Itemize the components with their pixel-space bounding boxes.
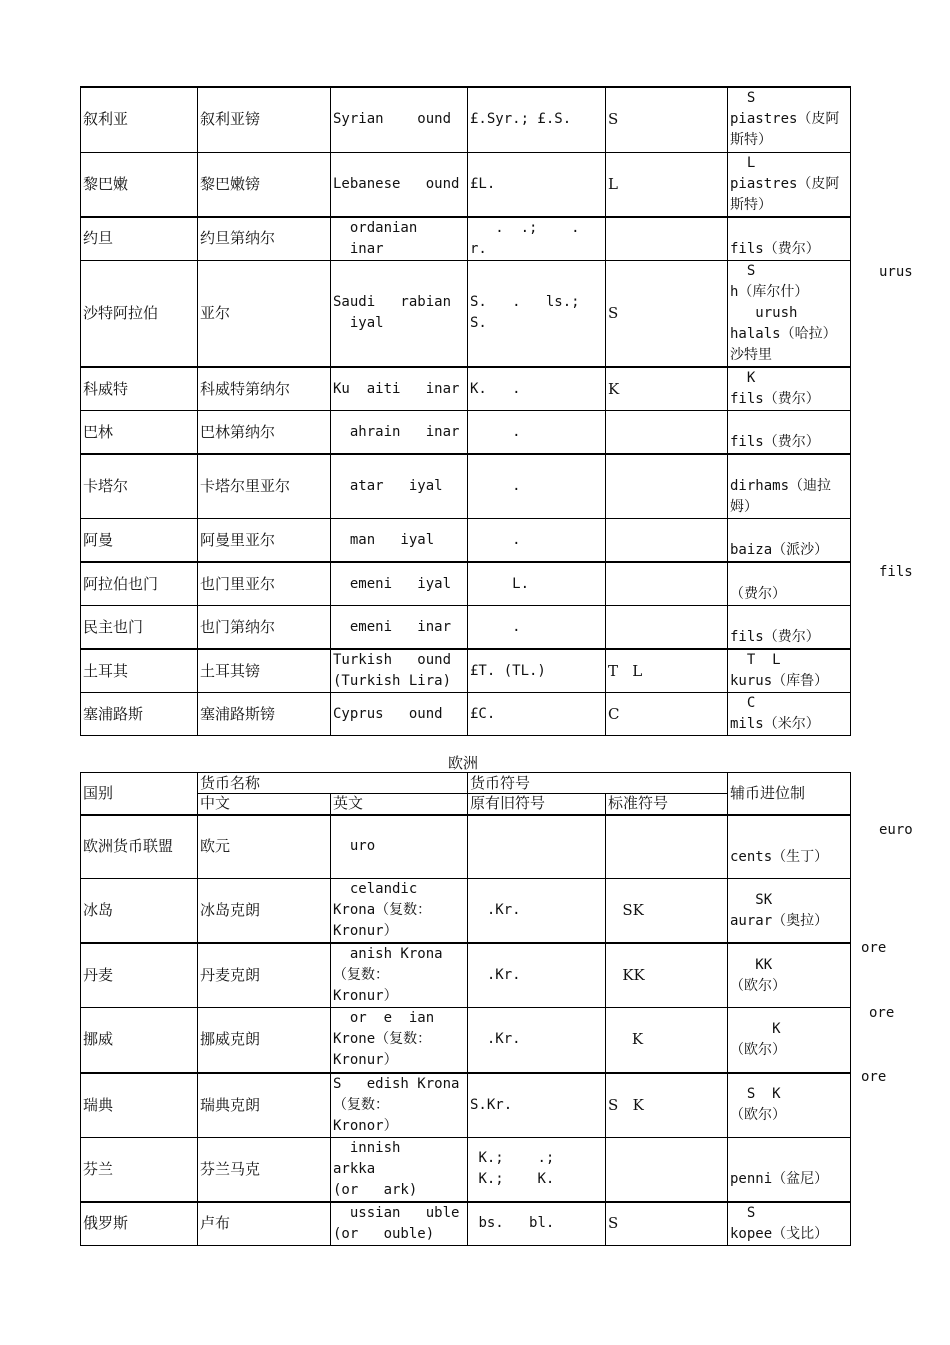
cell-old-symbol: £L. [468,152,606,217]
cell-std-symbol: SK [606,879,728,944]
cell-std-symbol: K [606,367,728,411]
cell-country: 沙特阿拉伯 [81,260,198,367]
cell-name-en: man iyal [331,519,468,563]
cell-name-cn: 土耳其镑 [198,649,331,693]
cell-country: 欧洲货币联盟 [81,815,198,879]
cell-name-cn: 科威特第纳尔 [198,367,331,411]
cell-name-cn: 丹麦克朗 [198,943,331,1008]
cell-old-symbol: . [468,519,606,563]
table-row [81,1008,851,1073]
cell-name-en: S edish Krona （复数： Kronor） [331,1073,468,1138]
cell-name-cn: 瑞典克朗 [198,1073,331,1138]
europe-caption: 欧洲 [448,754,479,772]
cell-std-symbol: S [606,1202,728,1246]
cell-country: 俄罗斯 [81,1202,198,1246]
cell-subunit: K （欧尔） [728,1008,851,1073]
cell-country: 冰岛 [81,879,198,944]
cell-old-symbol: . [468,411,606,455]
table-row [81,649,851,693]
table-row [81,815,851,879]
cell-subunit: dirhams（迪拉姆） [728,454,851,519]
cell-subunit: S kopee（戈比） [728,1202,851,1246]
cell-std-symbol [606,454,728,519]
cell-old-symbol: S. . ls.; S. [468,260,606,367]
table-row [81,87,851,152]
cell-country: 科威特 [81,367,198,411]
cell-name-en: Turkish ound (Turkish Lira) [331,649,468,693]
cell-old-symbol: .Kr. [468,879,606,944]
cell-std-symbol: K [606,1008,728,1073]
cell-subunit: S K （欧尔） [728,1073,851,1138]
cell-old-symbol: £C. [468,693,606,736]
cell-country: 芬兰 [81,1137,198,1202]
cell-name-cn: 约旦第纳尔 [198,217,331,261]
table-row [81,260,851,367]
cell-name-cn: 黎巴嫩镑 [198,152,331,217]
header-english: 英文 [331,794,468,815]
cell-name-cn: 塞浦路斯镑 [198,693,331,736]
table-row [81,606,851,650]
cell-name-cn: 卡塔尔里亚尔 [198,454,331,519]
cell-country: 瑞典 [81,1073,198,1138]
cell-std-symbol [606,519,728,563]
cell-name-en: Saudi rabian iyal [331,260,468,367]
cell-std-symbol: T L [606,649,728,693]
cell-country: 土耳其 [81,649,198,693]
cell-old-symbol: . .; . r. [468,217,606,261]
cell-std-symbol: S [606,87,728,152]
cell-std-symbol: S K [606,1073,728,1138]
table-row [81,152,851,217]
cell-name-cn: 也门里亚尔 [198,562,331,606]
cell-subunit: （费尔） [728,562,851,606]
cell-old-symbol: L. [468,562,606,606]
table-row [81,562,851,606]
cell-subunit: K fils（费尔） [728,367,851,411]
cell-std-symbol: L [606,152,728,217]
cell-name-en: ahrain inar [331,411,468,455]
cell-subunit: SK aurar（奥拉） [728,879,851,944]
side-note-euro: euro [879,822,913,838]
header-subunit: 辅币进位制 [728,773,851,815]
cell-name-en: celandic Krona（复数： Kronur） [331,879,468,944]
cell-subunit: fils（费尔） [728,606,851,650]
table-row [81,1073,851,1138]
cell-country: 约旦 [81,217,198,261]
cell-country: 黎巴嫩 [81,152,198,217]
cell-name-en: atar iyal [331,454,468,519]
cell-old-symbol: bs. bl. [468,1202,606,1246]
cell-subunit: L piastres（皮阿斯特） [728,152,851,217]
header-currency-symbol: 货币符号 [468,773,728,794]
cell-country: 阿曼 [81,519,198,563]
cell-name-cn: 叙利亚镑 [198,87,331,152]
table-row [81,519,851,563]
cell-name-cn: 挪威克朗 [198,1008,331,1073]
header-country: 国别 [81,773,198,815]
side-note-yemen: fils [879,564,913,580]
cell-old-symbol: .Kr. [468,1008,606,1073]
side-note-denmark: ore [861,940,887,956]
cell-name-cn: 欧元 [198,815,331,879]
cell-subunit: penni（盆尼） [728,1137,851,1202]
cell-country: 塞浦路斯 [81,693,198,736]
cell-name-cn: 阿曼里亚尔 [198,519,331,563]
table-row [81,1202,851,1246]
middle-east-currency-table [80,86,851,736]
cell-country: 民主也门 [81,606,198,650]
table-row [81,217,851,261]
table-row [81,454,851,519]
cell-std-symbol [606,217,728,261]
cell-old-symbol: S.Kr. [468,1073,606,1138]
table-row [81,411,851,455]
europe-currency-table [80,772,851,1246]
cell-subunit: fils（费尔） [728,217,851,261]
cell-name-cn: 亚尔 [198,260,331,367]
table-row [81,879,851,944]
cell-name-en: innish arkka (or ark) [331,1137,468,1202]
cell-country: 巴林 [81,411,198,455]
header-currency-name: 货币名称 [198,773,468,794]
side-note-sweden: ore [861,1069,887,1085]
table-row [81,693,851,736]
cell-name-cn: 芬兰马克 [198,1137,331,1202]
cell-subunit: KK （欧尔） [728,943,851,1008]
cell-name-en: uro [331,815,468,879]
cell-subunit: C mils（米尔） [728,693,851,736]
cell-country: 挪威 [81,1008,198,1073]
table-row [81,367,851,411]
cell-name-en: Cyprus ound [331,693,468,736]
cell-name-en: emeni inar [331,606,468,650]
cell-name-en: Lebanese ound [331,152,468,217]
cell-subunit: T L kurus（库鲁） [728,649,851,693]
cell-country: 丹麦 [81,943,198,1008]
cell-std-symbol [606,815,728,879]
header-old-symbol: 原有旧符号 [468,794,606,815]
cell-name-en: Ku aiti inar [331,367,468,411]
cell-country: 卡塔尔 [81,454,198,519]
cell-old-symbol [468,815,606,879]
cell-old-symbol: . [468,454,606,519]
cell-name-en: Syrian ound [331,87,468,152]
cell-old-symbol: . [468,606,606,650]
cell-subunit: S piastres（皮阿斯特） [728,87,851,152]
cell-name-cn: 卢布 [198,1202,331,1246]
cell-name-cn: 冰岛克朗 [198,879,331,944]
side-note-saudi: urus [879,264,913,280]
cell-old-symbol: K.; .; K.; K. [468,1137,606,1202]
cell-old-symbol: £T. (TL.) [468,649,606,693]
cell-name-en: ordanian inar [331,217,468,261]
cell-name-cn: 巴林第纳尔 [198,411,331,455]
cell-std-symbol [606,1137,728,1202]
table-row [81,1137,851,1202]
cell-old-symbol: .Kr. [468,943,606,1008]
cell-std-symbol [606,411,728,455]
table-row [81,943,851,1008]
cell-std-symbol [606,562,728,606]
cell-country: 阿拉伯也门 [81,562,198,606]
cell-std-symbol: S [606,260,728,367]
cell-name-en: emeni iyal [331,562,468,606]
header-chinese: 中文 [198,794,331,815]
cell-name-en: anish Krona （复数： Kronur） [331,943,468,1008]
cell-country: 叙利亚 [81,87,198,152]
cell-subunit: fils（费尔） [728,411,851,455]
cell-old-symbol: K. . [468,367,606,411]
cell-subunit: baiza（派沙） [728,519,851,563]
cell-name-en: ussian uble (or ouble) [331,1202,468,1246]
cell-std-symbol: KK [606,943,728,1008]
cell-old-symbol: £.Syr.; £.S. [468,87,606,152]
cell-name-cn: 也门第纳尔 [198,606,331,650]
cell-std-symbol: C [606,693,728,736]
cell-std-symbol [606,606,728,650]
cell-name-en: or e ian Krone（复数： Kronur） [331,1008,468,1073]
side-note-norway: ore [869,1005,895,1021]
cell-subunit: cents（生丁） [728,815,851,879]
cell-subunit: S h（库尔什） urush halals（哈拉）沙特里 [728,260,851,367]
header-std-symbol: 标准符号 [606,794,728,815]
